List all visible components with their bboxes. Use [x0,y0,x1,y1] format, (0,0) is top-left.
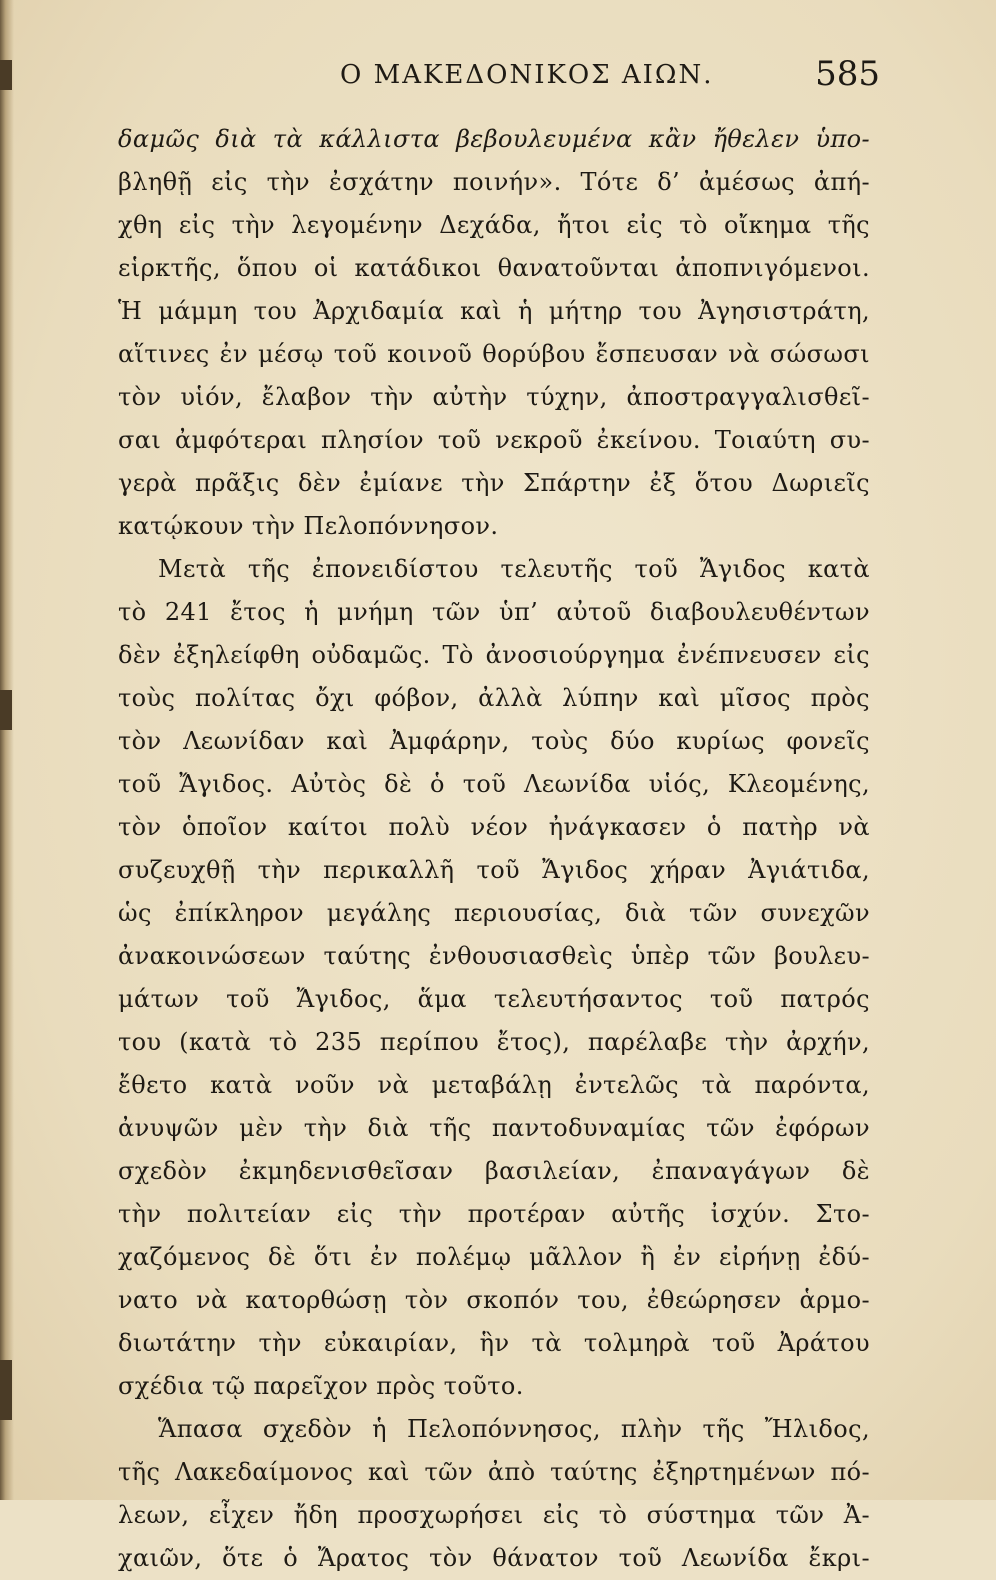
text-line: τοῦ Ἄγιδος. Αὐτὸς δὲ ὁ τοῦ Λεωνίδα υἱός, Κλεομένης, [118,770,870,798]
text-line: ἀνακοινώσεων ταύτης ἐνθουσιασθεὶς ὑπὲρ τῶν βουλευ- [118,942,870,970]
text-line: τὸν ὁποῖον καίτοι πολὺ νέον ἠνάγκασεν ὁ πατὴρ νὰ [118,813,870,841]
text-line: χαζόμενος δὲ ὅτι ἐν πολέμῳ μᾶλλον ἢ ἐν εἰρήνῃ ἐδύ- [118,1243,870,1271]
running-title: Ο ΜΑΚΕΔΟΝΙΚΟΣ ΑΙΩΝ. [340,60,714,90]
edge-stain [0,690,12,730]
text-line: Ἡ μάμμη του Ἀρχιδαμία καὶ ἡ μήτηρ του Ἀγησιστράτη, [118,297,870,325]
text-line: ἔθετο κατὰ νοῦν νὰ μεταβάλῃ ἐντελῶς τὰ παρόντα, [118,1071,870,1099]
edge-stain [0,60,12,90]
text-line: μάτων τοῦ Ἄγιδος, ἅμα τελευτήσαντος τοῦ πατρός [118,985,870,1013]
text-line: τὸ 241 ἔτος ἡ μνήμη τῶν ὑπ’ αὐτοῦ διαβουλευθέντων [118,598,870,626]
text-line: χθη εἰς τὴν λεγομένην Δεχάδα, ἤτοι εἰς τὸ οἴκημα τῆς [118,211,870,239]
text-line: τῆς Λακεδαίμονος καὶ τῶν ἀπὸ ταύτης ἐξηρτημένων πό- [118,1458,870,1486]
text-line: δαμῶς διὰ τὰ κάλλιστα βεβουλευμένα κἂν ἤθελεν ὑπο- [118,125,870,153]
text-line: σχέδια τῷ παρεῖχον πρὸς τοῦτο. [118,1372,524,1400]
text-line: συζευχθῇ τὴν περικαλλῆ τοῦ Ἄγιδος χήραν Ἀγιάτιδα, [118,856,870,884]
text-line: σχεδὸν ἐκμηδενισθεῖσαν βασιλείαν, ἐπαναγάγων δὲ [118,1157,870,1185]
text-line: δὲν ἐξηλείφθη οὐδαμῶς. Τὸ ἀνοσιούργημα ἐνέπνευσεν εἰς [118,641,870,669]
text-line: γερὰ πρᾶξις δὲν ἐμίανε τὴν Σπάρτην ἐξ ὅτου Δωριεῖς [118,469,870,497]
body-text [118,118,870,1580]
text-line: Ἅπασα σχεδὸν ἡ Πελοπόννησος, πλὴν τῆς Ἤλιδος, [158,1415,870,1443]
text-line: ὡς ἐπίκληρον μεγάλης περιουσίας, διὰ τῶν συνεχῶν [118,899,870,927]
text-line: κατῴκουν τὴν Πελοπόννησον. [118,512,499,540]
text-line: νατο νὰ κατορθώσῃ τὸν σκοπόν του, ἐθεώρησεν ἁρμο- [118,1286,870,1314]
text-line: λεων, εἶχεν ἤδη προσχωρήσει εἰς τὸ σύστημα τῶν Ἀ- [118,1501,870,1529]
text-line: τὸν Λεωνίδαν καὶ Ἀμφάρην, τοὺς δύο κυρίως φονεῖς [118,727,870,755]
text-line: βληθῇ εἰς τὴν ἐσχάτην ποινήν». Τότε δ’ ἀμέσως ἀπή- [118,168,870,196]
page-header [340,54,880,100]
page-number: 585 [815,54,880,94]
text-line: του (κατὰ τὸ 235 περίπου ἔτος), παρέλαβε τὴν ἀρχήν, [118,1028,870,1056]
text-line: εἱρκτῆς, ὅπου οἱ κατάδικοι θανατοῦνται ἀποπνιγόμενοι. [118,254,870,282]
text-line: ἀνυψῶν μὲν τὴν διὰ τῆς παντοδυναμίας τῶν ἐφόρων [118,1114,870,1142]
page-binding-edge [0,0,14,1500]
text-line: διωτάτην τὴν εὐκαιρίαν, ἣν τὰ τολμηρὰ τοῦ Ἀράτου [118,1329,870,1357]
text-line: αἵτινες ἐν μέσῳ τοῦ κοινοῦ θορύβου ἔσπευσαν νὰ σώσωσι [118,340,870,368]
edge-stain [0,1360,12,1420]
text-line: τοὺς πολίτας ὄχι φόβον, ἀλλὰ λύπην καὶ μῖσος πρὸς [118,684,870,712]
text-line: Μετὰ τῆς ἐπονειδίστου τελευτῆς τοῦ Ἄγιδος κατὰ [158,555,870,583]
text-line: τὴν πολιτείαν εἰς τὴν προτέραν αὐτῆς ἰσχύν. Στο- [118,1200,870,1228]
text-line: τὸν υἱόν, ἔλαβον τὴν αὐτὴν τύχην, ἀποστραγγαλισθεῖ- [118,383,870,411]
text-line: χαιῶν, ὅτε ὁ Ἄρατος τὸν θάνατον τοῦ Λεωνίδα ἔκρι- [118,1544,870,1572]
text-line: σαι ἀμφότεραι πλησίον τοῦ νεκροῦ ἐκείνου. Τοιαύτη συ- [118,426,870,454]
